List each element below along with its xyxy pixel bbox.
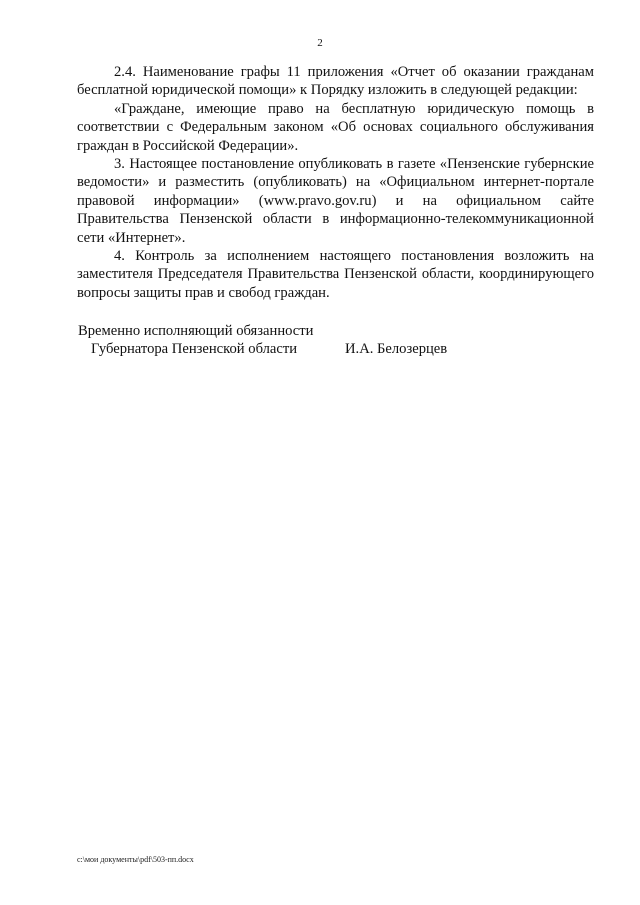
document-body [77, 63, 594, 302]
paragraph-quote: «Граждане, имеющие право на бесплатную юридическую помощь в соответствии с Федеральным законом «Об основах социального обслуживания граждан в Российской Федерации». [77, 100, 594, 154]
paragraph-4: 4. Контроль за исполнением настоящего постановления возложить на заместителя Председателя Правительства Пензенской области, координирующего вопросы защиты прав и свобод граждан. [77, 248, 594, 301]
signature-block [78, 322, 518, 359]
paragraph-2-4: 2.4. Наименование графы 11 приложения «Отчет об оказании гражданам бесплатной юридической помощи» к Порядку изложить в следующей редакции: [77, 64, 594, 99]
page-number: 2 [317, 37, 323, 49]
signature-position: Губернатора Пензенской области [91, 341, 298, 358]
signature-title: Временно исполняющий обязанности [78, 323, 314, 339]
signature-name: И.А. Белозерцев [345, 341, 448, 358]
signature-line [78, 340, 518, 359]
paragraph-3: 3. Настоящее постановление опубликовать в газете «Пензенские губернские ведомости» и разместить (опубликовать) на «Официальном интернет-портале правовой информации» (www.pravo.gov.ru) и на официальном сайте Правительства Пензенской области в информационно-телекоммуникационной сети «Интернет». [77, 156, 594, 246]
file-path-footer: c:\мои документы\pdf\503-пп.docx [77, 855, 194, 864]
